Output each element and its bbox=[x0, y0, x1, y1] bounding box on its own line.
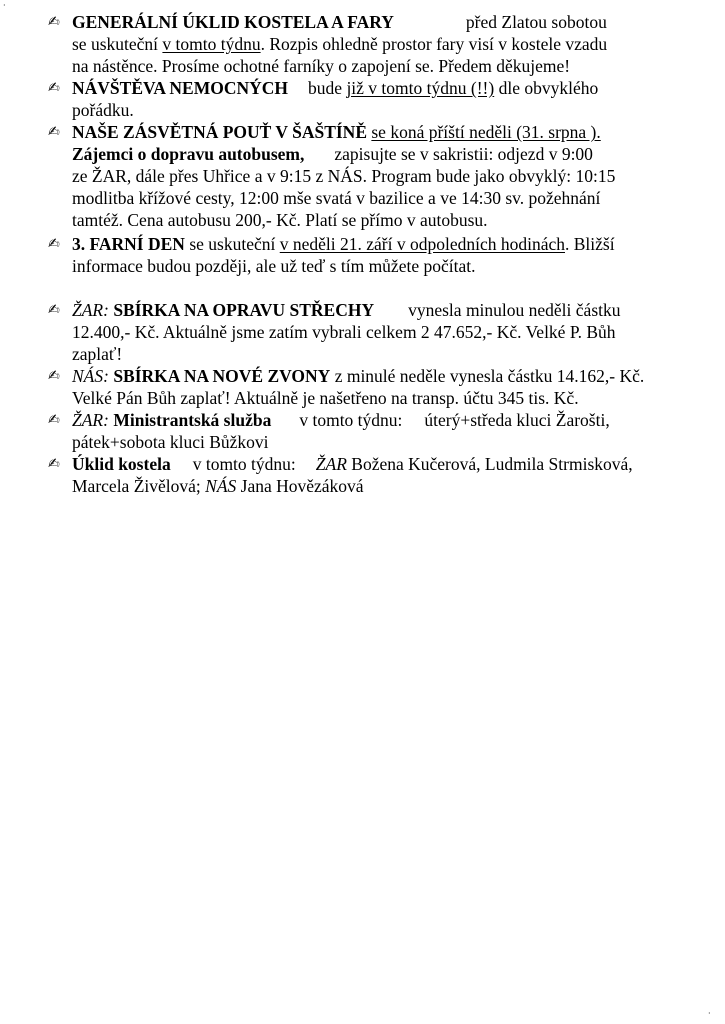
writing-hand-icon: ✍ bbox=[48, 124, 60, 140]
line bbox=[72, 11, 688, 33]
line bbox=[72, 365, 688, 387]
announcement-altar-servers bbox=[48, 409, 688, 453]
corner-dot-bottom: · bbox=[708, 1009, 711, 1018]
writing-hand-icon: ✍ bbox=[48, 456, 60, 472]
line bbox=[72, 233, 688, 255]
headline: SBÍRKA NA NOVÉ ZVONY bbox=[113, 366, 331, 386]
line: na nástěnce. Prosíme ochotné farníky o zapojení se. Předem děkujeme! bbox=[72, 56, 571, 76]
writing-hand-icon: ✍ bbox=[48, 14, 60, 30]
text: se uskuteční bbox=[72, 34, 159, 54]
parish-label: NÁS bbox=[205, 476, 237, 496]
headline: Ministrantská služba bbox=[113, 410, 272, 430]
writing-hand-icon: ✍ bbox=[48, 80, 60, 96]
text: Marcela Živělová; bbox=[72, 476, 201, 496]
announcement-roof-collection bbox=[48, 299, 688, 365]
text: v tomto týdnu: bbox=[192, 454, 296, 474]
line bbox=[72, 453, 688, 475]
bold-text: Zájemci o dopravu autobusem, bbox=[72, 144, 305, 164]
line bbox=[72, 121, 688, 143]
text: vynesla minulou neděli částku bbox=[408, 300, 621, 320]
line: Velké Pán Bůh zaplať! Aktuálně je našetřeno na transp. účtu 345 tis. Kč. bbox=[72, 388, 579, 408]
text: před Zlatou sobotou bbox=[465, 12, 607, 32]
headline: GENERÁLNÍ ÚKLID KOSTELA A FARY bbox=[72, 12, 394, 32]
underlined-text: v tomto týdnu bbox=[162, 34, 261, 54]
announcement-bells-collection bbox=[48, 365, 688, 409]
headline: 3. FARNÍ DEN bbox=[72, 234, 185, 254]
parish-label: ŽAR: bbox=[72, 300, 109, 320]
announcement-cleaning bbox=[48, 11, 688, 77]
parish-label: ŽAR: bbox=[72, 410, 109, 430]
headline: SBÍRKA NA OPRAVU STŘECHY bbox=[113, 300, 375, 320]
writing-hand-icon: ✍ bbox=[48, 368, 60, 384]
text: . Rozpis ohledně prostor fary visí v kostele vzadu bbox=[260, 34, 608, 54]
parish-label: ŽAR bbox=[315, 454, 347, 474]
text: úterý+středa kluci Žarošti, bbox=[424, 410, 610, 430]
line bbox=[72, 409, 688, 431]
line bbox=[72, 475, 688, 497]
line: ze ŽAR, dále přes Uhřice a v 9:15 z NÁS. Program bude jako obvyklý: 10:15 bbox=[72, 166, 616, 186]
line bbox=[72, 299, 688, 321]
text: Božena Kučerová, Ludmila Strmisková, bbox=[351, 454, 633, 474]
announcement-church-cleaning bbox=[48, 453, 688, 497]
line: pátek+sobota kluci Bůžkovi bbox=[72, 432, 269, 452]
line: 12.400,- Kč. Aktuálně jsme zatím vybrali celkem 2 47.652,- Kč. Velké P. Bůh bbox=[72, 322, 616, 342]
headline: NÁVŠTĚVA NEMOCNÝCH bbox=[72, 78, 289, 98]
writing-hand-icon: ✍ bbox=[48, 302, 60, 318]
announcement-pilgrimage bbox=[48, 121, 688, 231]
text: . Bližší bbox=[565, 234, 615, 254]
line bbox=[72, 77, 688, 99]
text: bude bbox=[308, 78, 343, 98]
text: Jana Hovězáková bbox=[240, 476, 364, 496]
line: zaplať! bbox=[72, 344, 123, 364]
corner-dot-top: · bbox=[3, 1, 6, 10]
text: dle obvyklého bbox=[498, 78, 599, 98]
line: tamtéž. Cena autobusu 200,- Kč. Platí se přímo v autobusu. bbox=[72, 210, 488, 230]
text: se uskuteční bbox=[189, 234, 276, 254]
parish-label: NÁS: bbox=[72, 366, 109, 386]
line: pořádku. bbox=[72, 100, 134, 120]
line bbox=[72, 33, 688, 55]
text: zapisujte se v sakristii: odjezd v 9:00 bbox=[334, 144, 593, 164]
underlined-text: v neděli 21. září v odpoledních hodinách bbox=[279, 234, 565, 254]
line: informace budou později, ale už teď s tím můžete počítat. bbox=[72, 256, 476, 276]
text: z minulé neděle vynesla částku 14.162,- Kč. bbox=[334, 366, 645, 386]
announcement-parish-day bbox=[48, 233, 688, 277]
writing-hand-icon: ✍ bbox=[48, 412, 60, 428]
announcement-sick-visit bbox=[48, 77, 688, 121]
writing-hand-icon: ✍ bbox=[48, 236, 60, 252]
text: v tomto týdnu: bbox=[299, 410, 403, 430]
underlined-text: se koná příští neděli (31. srpna ). bbox=[371, 122, 601, 142]
line: modlitba křížové cesty, 12:00 mše svatá v bazilice a ve 14:30 sv. požehnání bbox=[72, 188, 601, 208]
headline: Úklid kostela bbox=[72, 454, 171, 474]
underlined-text: již v tomto týdnu (!!) bbox=[346, 78, 495, 98]
line bbox=[72, 143, 688, 165]
headline: NAŠE ZÁSVĚTNÁ POUŤ V ŠAŠTÍNĚ bbox=[72, 122, 367, 142]
